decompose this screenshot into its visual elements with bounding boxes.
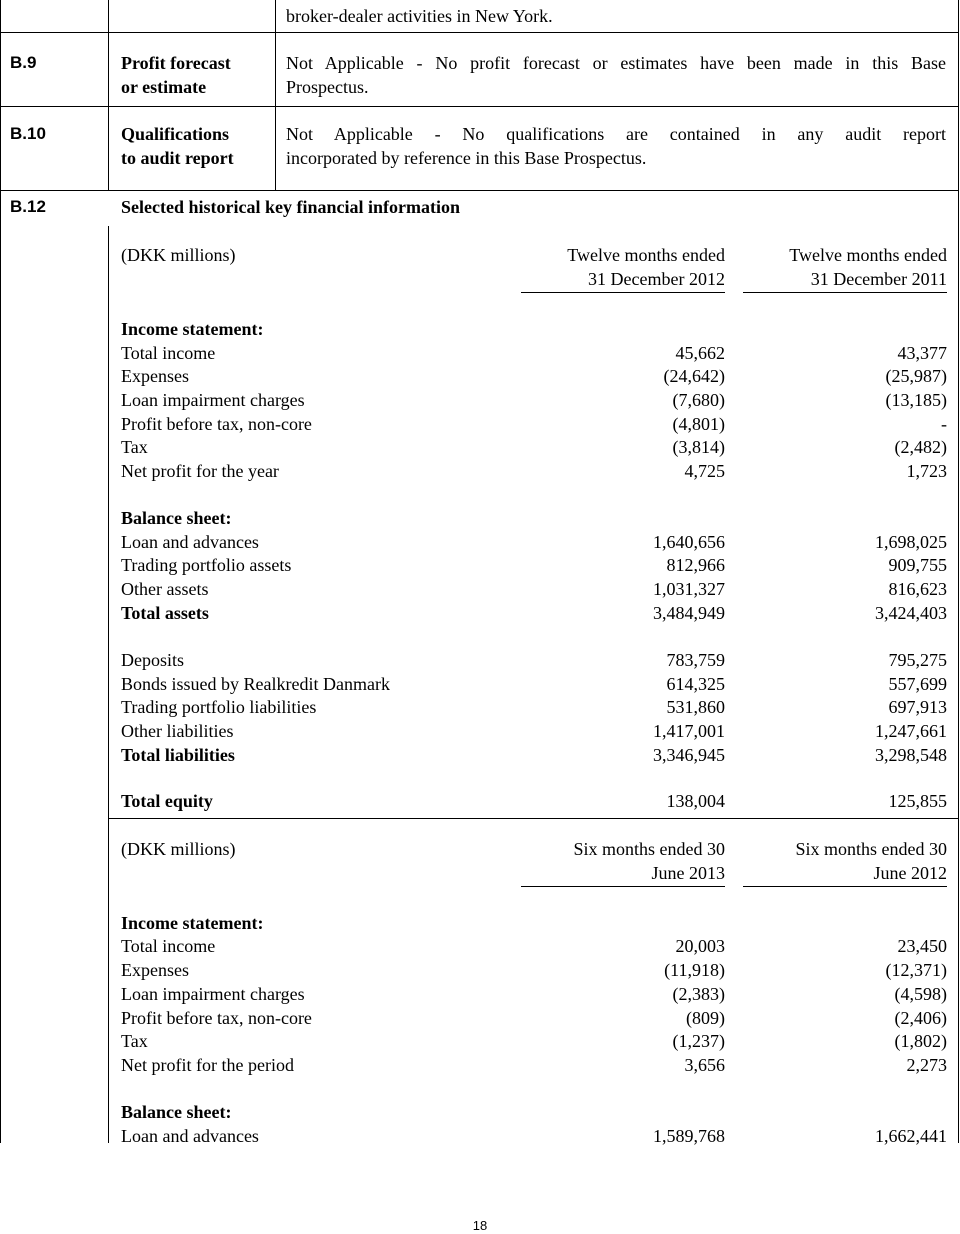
table-row: Profit before tax, non-core (809) (2,406) [121,1008,947,1028]
row-separator-b9 [0,106,959,107]
table1-col2-underline [743,292,947,293]
table-row: Loan and advances 1,640,656 1,698,025 [121,532,947,552]
table-row: Trading portfolio assets 812,966 909,755 [121,555,947,575]
row-separator-top [0,32,959,33]
table-row-total-liabilities: Total liabilities 3,346,945 3,298,548 [121,745,947,765]
section-text-b10: Not Applicable - No qualifications are contained in any audit report incorporated by reference in this Base Prospectus. [286,124,946,168]
table2-col1-header: Six months ended 30 June 2013 [573,839,725,883]
balance-heading: Balance sheet: [121,1102,232,1122]
table1-col1-header: Twelve months ended 31 December 2012 [567,245,725,289]
table1-col2-header: Twelve months ended 31 December 2011 [789,245,947,289]
table1-col1-underline [521,292,725,293]
col-divider-b12-left [108,226,109,1143]
income-heading: Income statement: [121,913,264,933]
section-id-b10: B.10 [10,124,46,143]
table2-col2-underline [743,886,947,887]
table2-income-heading-row [121,911,947,935]
income-heading: Income statement: [121,319,264,339]
table-left-border [0,0,1,1143]
table1-unit: (DKK millions) [121,245,236,265]
table-separator [108,818,959,819]
table-row: Trading portfolio liabilities 531,860 697,913 [121,697,947,717]
table1-income-heading-row [121,317,947,341]
table-row: Net profit for the period 3,656 2,273 [121,1055,947,1075]
table-right-border [958,0,959,1143]
table-row: Other assets 1,031,327 816,623 [121,579,947,599]
section-title-b12: Selected historical key financial information [121,197,460,217]
col-divider-1 [108,0,109,190]
col-divider-2 [275,0,276,190]
table-row: Net profit for the year 4,725 1,723 [121,461,947,481]
section-id-b12: B.12 [10,197,46,216]
table-row: Deposits 783,759 795,275 [121,650,947,670]
table-row: Other liabilities 1,417,001 1,247,661 [121,721,947,741]
table2-col2-header: Six months ended 30 June 2012 [795,839,947,883]
continued-text: broker-dealer activities in New York. [286,6,553,26]
table-row: Loan and advances 1,589,768 1,662,441 [121,1126,947,1146]
table-row: Expenses (24,642) (25,987) [121,366,947,386]
table-row: Total income 20,003 23,450 [121,936,947,956]
table2-col1-underline [521,886,725,887]
table-row: Loan impairment charges (2,383) (4,598) [121,984,947,1004]
table2-unit: (DKK millions) [121,839,236,859]
table-row: Tax (1,237) (1,802) [121,1031,947,1051]
table-row: Bonds issued by Realkredit Danmark 614,325 557,699 [121,674,947,694]
table-row: Loan impairment charges (7,680) (13,185) [121,390,947,410]
section-title-b10: Qualifications to audit report [121,124,234,168]
section-text-b9: Not Applicable - No profit forecast or estimates have been made in this Base Prospectus. [286,53,946,97]
table-row: Tax (3,814) (2,482) [121,437,947,457]
section-id-b9: B.9 [10,53,37,72]
table-row-total-assets: Total assets 3,484,949 3,424,403 [121,603,947,623]
section-title-b9: Profit forecast or estimate [121,53,231,97]
table-row: Total income 45,662 43,377 [121,343,947,363]
row-separator-b10 [0,190,959,191]
table2-balance-heading-row [121,1100,947,1124]
table-row: Expenses (11,918) (12,371) [121,960,947,980]
table-row: Profit before tax, non-core (4,801) - [121,414,947,434]
balance-heading: Balance sheet: [121,508,232,528]
table1-balance-heading-row [121,506,947,530]
table-row-total-equity: Total equity 138,004 125,855 [121,791,947,811]
page-number: 18 [472,1218,488,1233]
